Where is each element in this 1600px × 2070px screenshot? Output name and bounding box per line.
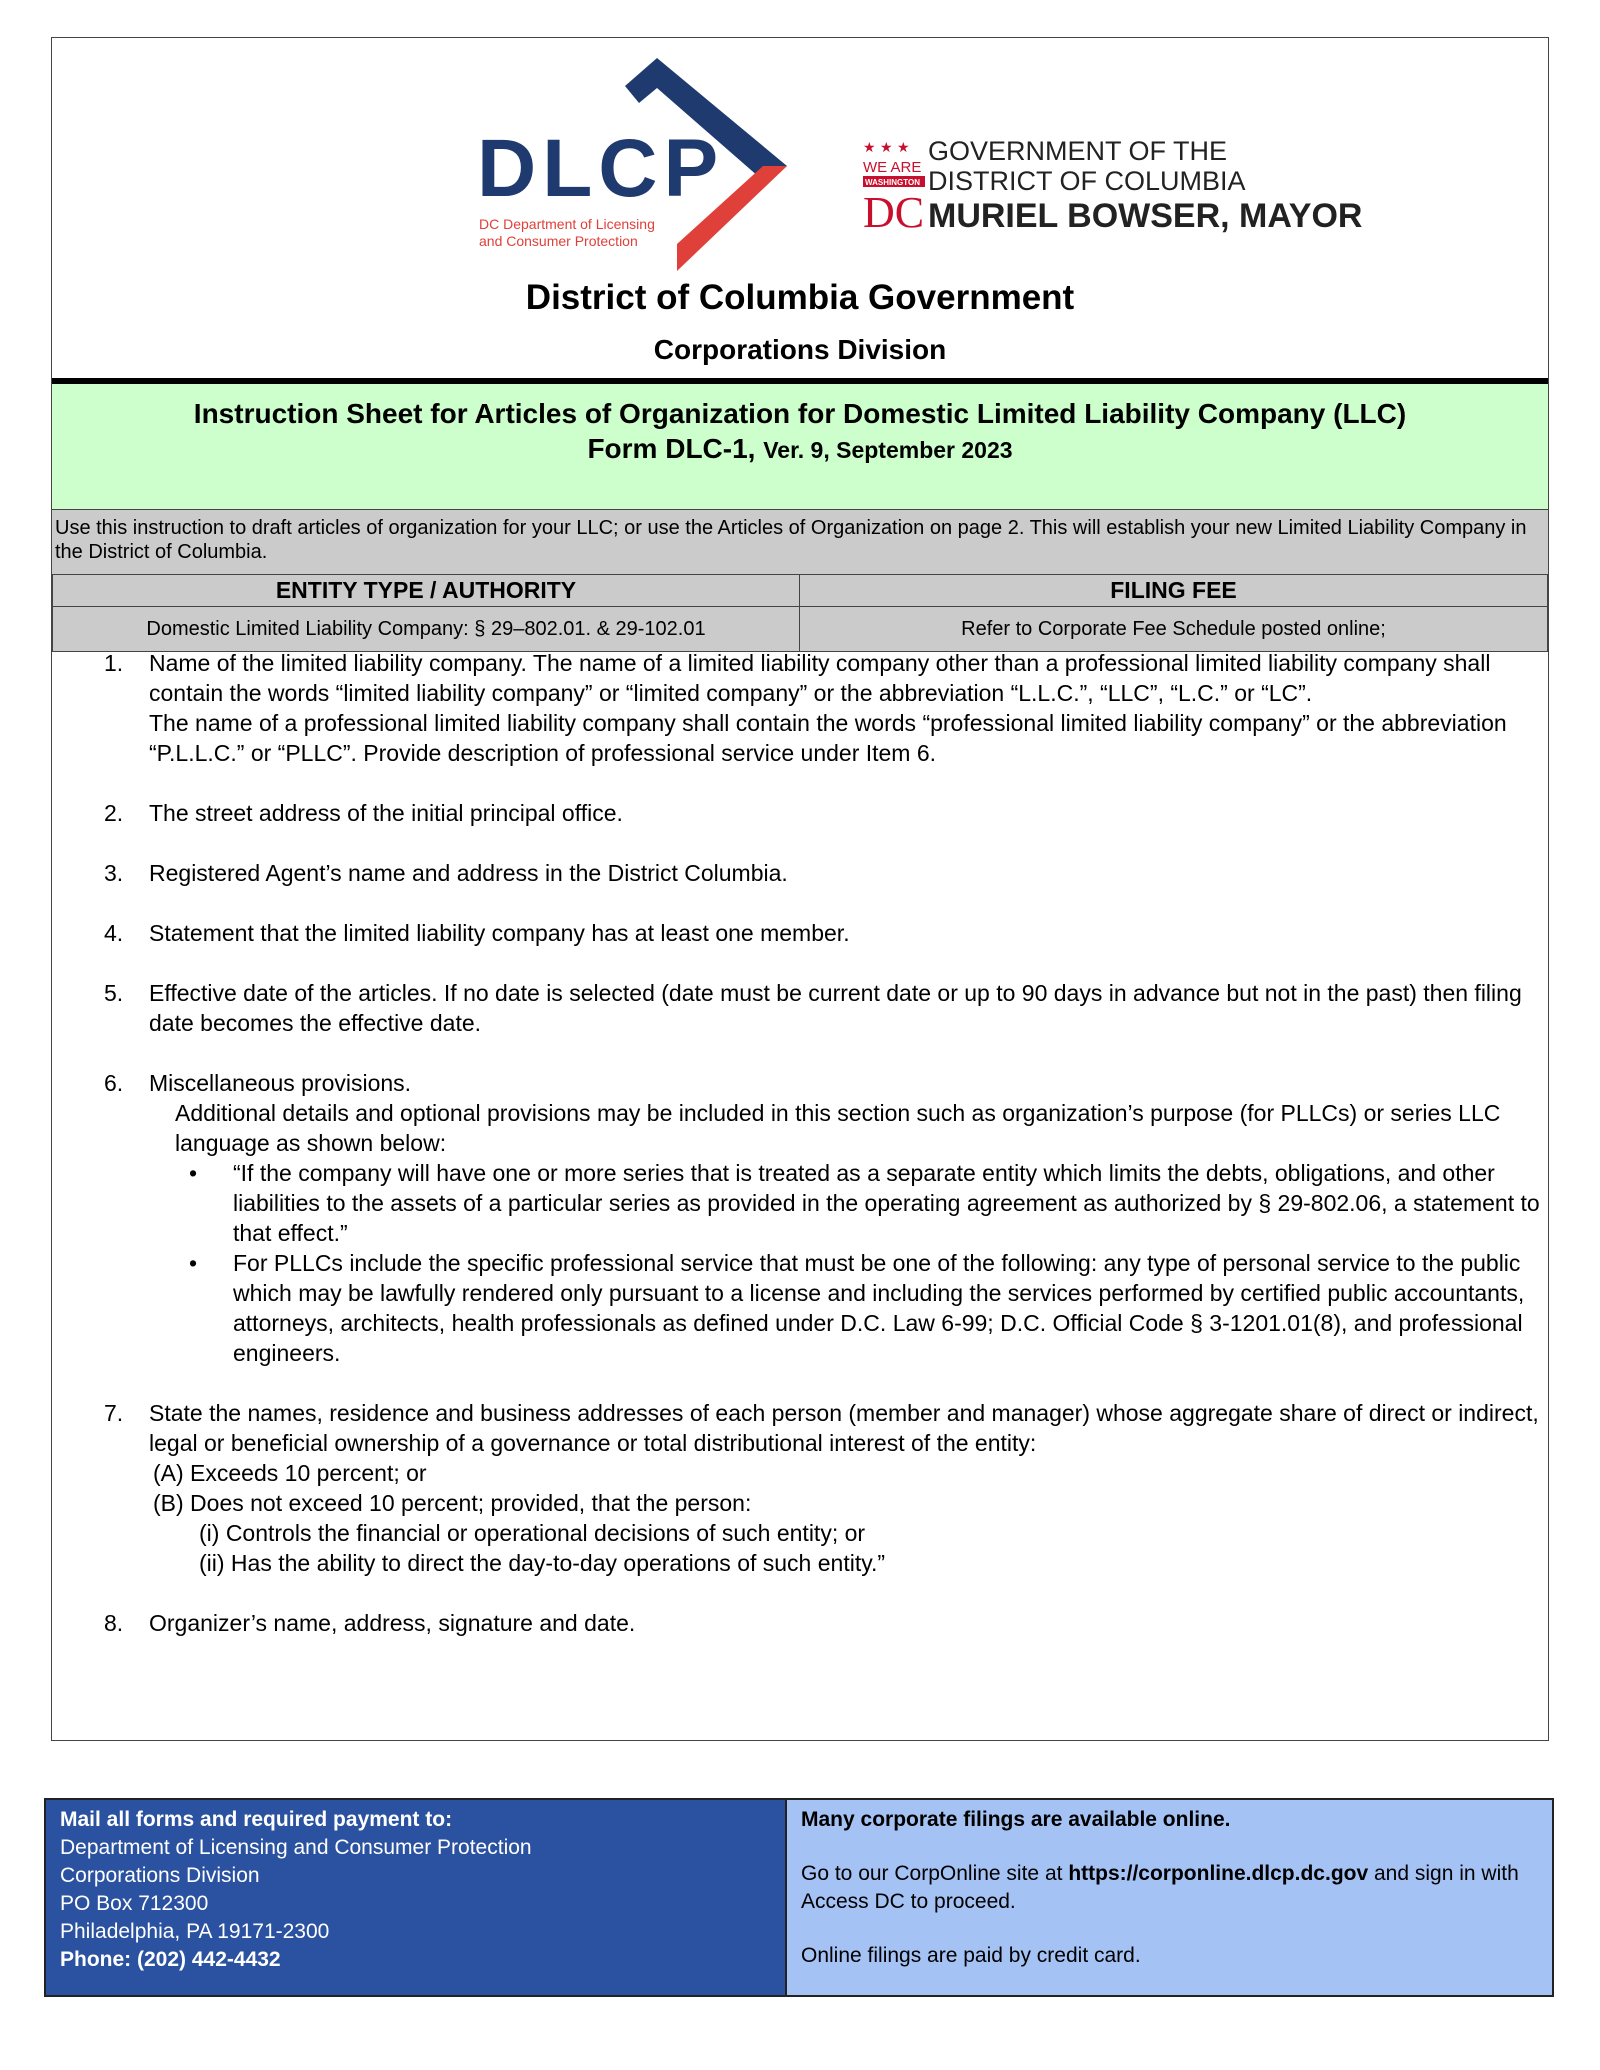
online-info — [787, 1800, 1552, 1995]
mail-line: Corporations Division — [60, 1864, 260, 1887]
item-number: 3. — [104, 860, 124, 886]
dlcp-letters: DLCP — [477, 123, 725, 214]
item-text: State the names, residence and business addresses of each person (member and manager) whose aggregate share of direct or indirect, legal or beneficial ownership of a governance or total distributional interest of the entity: — [149, 1400, 1539, 1456]
document-box — [51, 37, 1549, 1741]
item-text: Name of the limited liability company. The name of a limited liability company other than a professional limited liability company shall contain the words “limited liability company” or “limited company” or the abbreviation “L.L.C.”, “LLC”, “L.C.” or “LC”. — [149, 650, 1491, 706]
instruction-list — [52, 648, 1548, 1668]
bullet-list — [149, 1158, 1542, 1368]
mail-line: Philadelphia, PA 19171-2300 — [60, 1920, 330, 1943]
entity-type-header: ENTITY TYPE / AUTHORITY — [53, 575, 800, 607]
item-text: The name of a professional limited liability company shall contain the words “professional limited liability company” or the abbreviation “P.L.L.C.” or “PLLC”. Provide description of professional service under Item 6. — [149, 710, 1507, 766]
item-text: Effective date of the articles. If no date is selected (date must be current date or up to 90 days in advance but not in the past) then filing date becomes the effective date. — [149, 980, 1522, 1036]
bullet-icon: • — [189, 1160, 198, 1186]
item-text: Registered Agent’s name and address in the District Columbia. — [149, 860, 788, 886]
payment-note: Online filings are paid by credit card. — [801, 1944, 1141, 1967]
item-number: 5. — [104, 980, 124, 1006]
list-item — [52, 918, 1548, 948]
logo-area — [52, 38, 1548, 268]
online-text-a: Go to our CorpOnline site at — [801, 1862, 1069, 1885]
list-item — [52, 1608, 1548, 1638]
filing-fee-header: FILING FEE — [800, 575, 1548, 607]
gov-line-2: DISTRICT OF COLUMBIA — [928, 166, 1246, 196]
sheet-title: Instruction Sheet for Articles of Organization for Domestic Limited Liability Company (LLC) — [193, 398, 1407, 429]
bullet-item — [149, 1158, 1542, 1248]
bullet-icon: • — [189, 1250, 198, 1276]
title-band — [52, 378, 1548, 509]
phone-number: Phone: (202) 442-4432 — [60, 1948, 281, 1971]
corponline-link[interactable]: https://corponline.dlcp.dc.gov — [1068, 1862, 1369, 1885]
list-item — [52, 648, 1548, 768]
washington-label: WASHINGTON — [865, 178, 920, 187]
item-text: Statement that the limited liability company has at least one member. — [149, 920, 850, 946]
dlcp-subtitle-2: and Consumer Protection — [479, 233, 638, 249]
online-title: Many corporate filings are available online. — [801, 1808, 1231, 1831]
we-are-label: WE ARE — [863, 159, 922, 176]
item-number: 1. — [104, 650, 124, 676]
sub-item: (ii) Has the ability to direct the day-to-day operations of such entity.” — [199, 1550, 886, 1576]
online-text — [801, 1860, 1538, 1916]
form-version: Ver. 9, September 2023 — [763, 437, 1013, 463]
filing-fee-cell: Refer to Corporate Fee Schedule posted online; — [800, 607, 1548, 652]
org-name: District of Columbia Government — [525, 278, 1075, 317]
stars-icon: ★ ★ ★ — [863, 140, 910, 156]
form-id — [52, 433, 1548, 465]
mail-line: PO Box 712300 — [60, 1892, 209, 1915]
division-name: Corporations Division — [653, 334, 947, 365]
list-item — [52, 978, 1548, 1038]
bullet-text: For PLLCs include the specific professional service that must be one of the following: any type of personal service to the public which may be lawfully rendered only pursuant to a license and including the services performed by certified public accountants, attorneys, architects, health professionals as defined under D.C. Law 6-99; D.C. Official Code § 3-1201.01(8), and professional engineers. — [233, 1250, 1525, 1366]
sub-item: (B) Does not exceed 10 percent; provided, that the person: — [153, 1490, 752, 1516]
entity-type-cell: Domestic Limited Liability Company: § 29–802.01. & 29-102.01 — [53, 607, 800, 652]
dlcp-subtitle-1: DC Department of Licensing — [479, 216, 655, 232]
mayor-line: MURIEL BOWSER, MAYOR — [928, 197, 1363, 235]
mail-line: Department of Licensing and Consumer Protection — [60, 1836, 532, 1859]
intro-text: Use this instruction to draft articles of organization for your LLC; or use the Articles of Organization on page 2. This will establish your new Limited Liability Company in the District of Columbia. — [52, 509, 1548, 574]
list-item — [52, 1398, 1548, 1578]
gov-line-1: GOVERNMENT OF THE — [928, 136, 1228, 166]
form-number: Form DLC-1, — [587, 433, 764, 464]
fee-table — [52, 574, 1548, 652]
item-number: 7. — [104, 1400, 124, 1426]
item-number: 2. — [104, 800, 124, 826]
item-number: 8. — [104, 1610, 124, 1636]
item-text: The street address of the initial principal office. — [149, 800, 623, 826]
item-number: 4. — [104, 920, 124, 946]
item-detail: Additional details and optional provisions may be included in this section such as organization’s purpose (for PLLCs) or series LLC language as shown below: — [175, 1100, 1501, 1156]
dc-government-logo — [808, 130, 1368, 240]
item-text: Miscellaneous provisions. — [149, 1070, 412, 1096]
dc-mark: DC — [863, 188, 925, 237]
list-item — [52, 858, 1548, 888]
sub-item: (i) Controls the financial or operational decisions of such entity; or — [199, 1520, 866, 1546]
dlcp-logo — [467, 46, 847, 271]
footer-box — [44, 1798, 1554, 1997]
item-text: Organizer’s name, address, signature and date. — [149, 1610, 636, 1636]
mail-info — [46, 1800, 787, 1995]
item-number: 6. — [104, 1070, 124, 1096]
list-item — [52, 798, 1548, 828]
sub-item: (A) Exceeds 10 percent; or — [153, 1460, 427, 1486]
list-item — [52, 1068, 1548, 1368]
bullet-text: “If the company will have one or more series that is treated as a separate entity which limits the debts, obligations, and other liabilities to the assets of a particular series as provided in the operating agreement as authorized by § 29-802.06, a statement to that effect.” — [233, 1160, 1540, 1246]
online-text-b: and sign in with Access DC to proceed. — [801, 1862, 1519, 1913]
mail-title: Mail all forms and required payment to: — [60, 1808, 453, 1831]
bullet-item — [149, 1248, 1542, 1368]
